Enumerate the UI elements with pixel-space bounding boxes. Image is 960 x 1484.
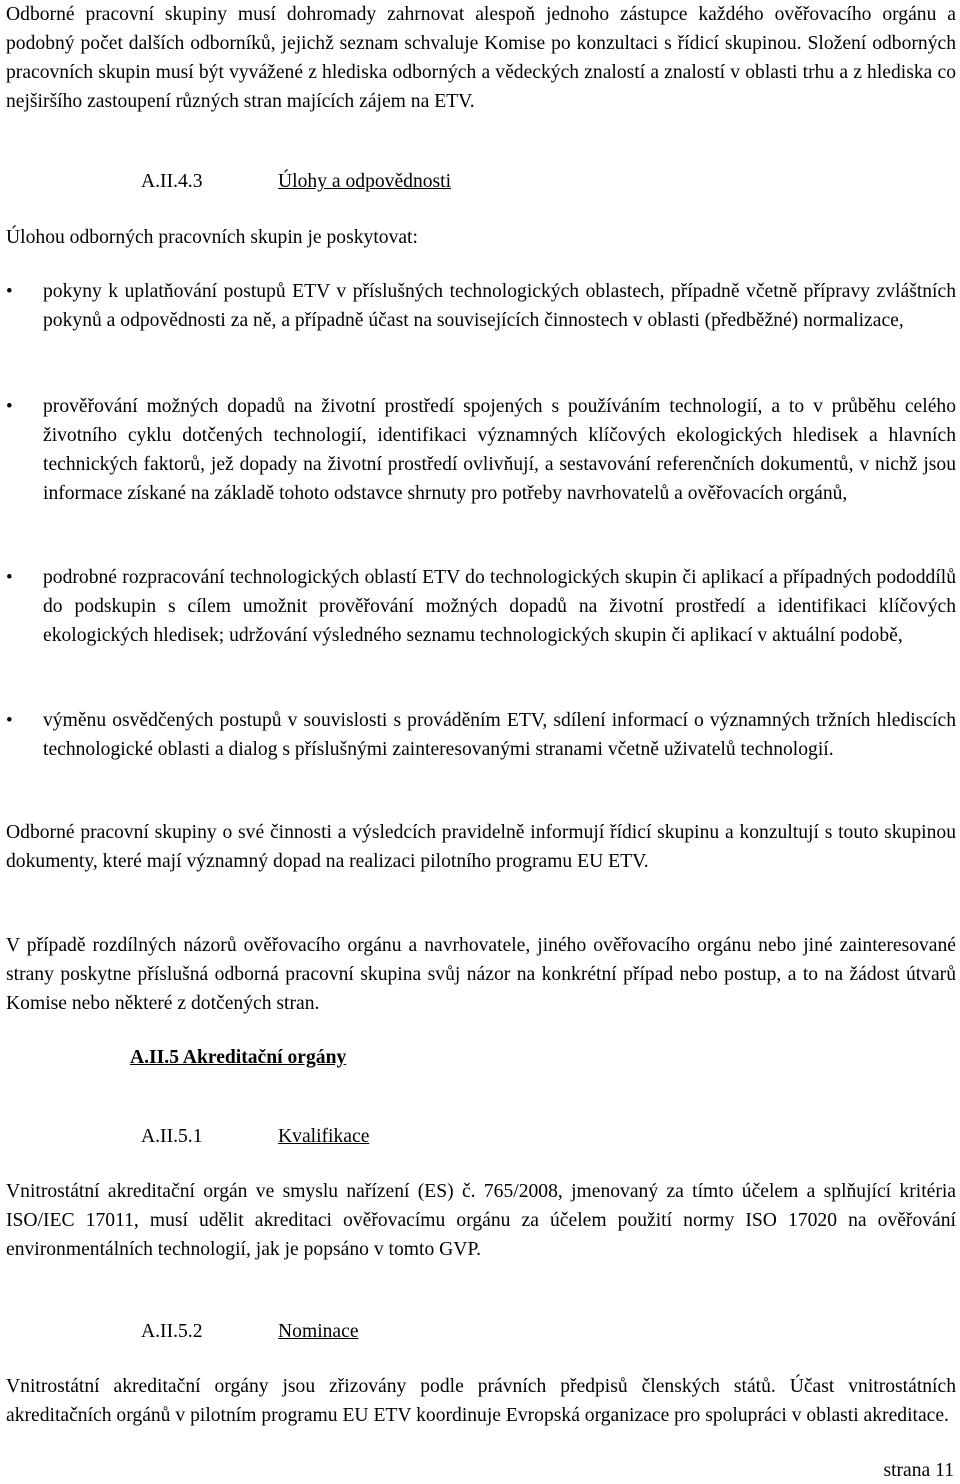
bullet-icon: • (6, 567, 13, 588)
heading-a-ii-5-1 (6, 1122, 956, 1151)
paragraph-nomination: Vnitrostátní akreditační orgány jsou zřizovány podle právních předpisů členských států. Účast vnitrostátních akreditačních orgánů v pilotním programu EU ETV koordinuje Evropská organizace pro spolupráci v oblasti akreditace. (6, 1376, 956, 1426)
paragraph-tasks-intro: Úlohou odborných pracovních skupin je poskytovat: (6, 227, 418, 248)
paragraph-reporting: Odborné pracovní skupiny o své činnosti a výsledcích pravidelně informují řídicí skupinu a konzultují s touto skupinou dokumenty, které mají významný dopad na realizaci pilotního programu EU ETV. (6, 822, 956, 872)
bullet-icon: • (6, 396, 13, 417)
page-number: strana 11 (883, 1460, 954, 1481)
heading-title: Úlohy a odpovědnosti (278, 171, 452, 192)
heading-a-ii-4-3 (6, 167, 956, 196)
heading-title: Nominace (278, 1321, 359, 1342)
list-item-text: podrobné rozpracování technologických oblastí ETV do technologických skupin či aplikací a případných pododdílů do podskupin s cílem umožnit prověřování možných dopadů na životní prostředí a identifikaci klíčových ekologických hledisek; udržování výsledného seznamu technologických skupin či aplikací v aktuální podobě, (43, 567, 956, 646)
list-item (6, 706, 956, 764)
heading-title: Kvalifikace (278, 1126, 370, 1147)
list-item-text: prověřování možných dopadů na životní prostředí spojených s používáním technologií, a to v průběhu celého životního cyklu dotčených technologií, identifikaci významných klíčových ekologických hledisek a hlavních technických faktorů, jež dopady na životní prostředí ovlivňují, a sestavování referenčních dokumentů, v nichž jsou informace získané na základě tohoto odstavce shrnuty pro potřeby navrhovatelů a ověřovacích orgánů, (43, 396, 956, 504)
bullet-icon: • (6, 710, 13, 731)
list-item (6, 392, 956, 508)
list-item (6, 277, 956, 335)
heading-number: A.II.5.1 (141, 1126, 203, 1147)
paragraph-qualification: Vnitrostátní akreditační orgán ve smyslu nařízení (ES) č. 765/2008, jmenovaný za tímto účelem a splňující kritéria ISO/IEC 17011, musí udělit akreditaci ověřovacímu orgánu za účelem použití normy ISO 17020 na ověřování environmentálních technologií, jak je popsáno v tomto GVP. (6, 1181, 956, 1260)
heading-number: A.II.4.3 (141, 171, 203, 192)
list-item (6, 563, 956, 650)
list-item-text: pokyny k uplatňování postupů ETV v příslušných technologických oblastech, případně včetně přípravy zvláštních pokynů a odpovědnosti za ně, a případně účast na souvisejících činnostech v oblasti (předběžné) normalizace, (43, 281, 956, 331)
heading-a-ii-5: A.II.5 Akreditační orgány (130, 1047, 347, 1068)
paragraph-disputes: V případě rozdílných názorů ověřovacího orgánu a navrhovatele, jiného ověřovacího orgánu nebo jiné zainteresované strany poskytne příslušná odborná pracovní skupina svůj názor na konkrétní případ nebo postup, a to na žádost útvarů Komise nebo některé z dotčených stran. (6, 935, 956, 1014)
paragraph-working-groups-composition: Odborné pracovní skupiny musí dohromady zahrnovat alespoň jednoho zástupce každého ověřovacího orgánu a podobný počet dalších odborníků, jejichž seznam schvaluje Komise po konzultaci s řídicí skupinou. Složení odborných pracovních skupin musí být vyvážené z hlediska odborných a vědeckých znalostí a znalostí v oblasti trhu a z hlediska co nejširšího zastoupení různých stran majících zájem na ETV. (6, 4, 956, 112)
list-item-text: výměnu osvědčených postupů v souvislosti s prováděním ETV, sdílení informací o významných tržních hlediscích technologické oblasti a dialog s příslušnými zainteresovanými stranami včetně uživatelů technologií. (43, 710, 956, 760)
heading-number: A.II.5.2 (141, 1321, 203, 1342)
bullet-icon: • (6, 281, 13, 302)
heading-a-ii-5-2 (6, 1317, 956, 1346)
